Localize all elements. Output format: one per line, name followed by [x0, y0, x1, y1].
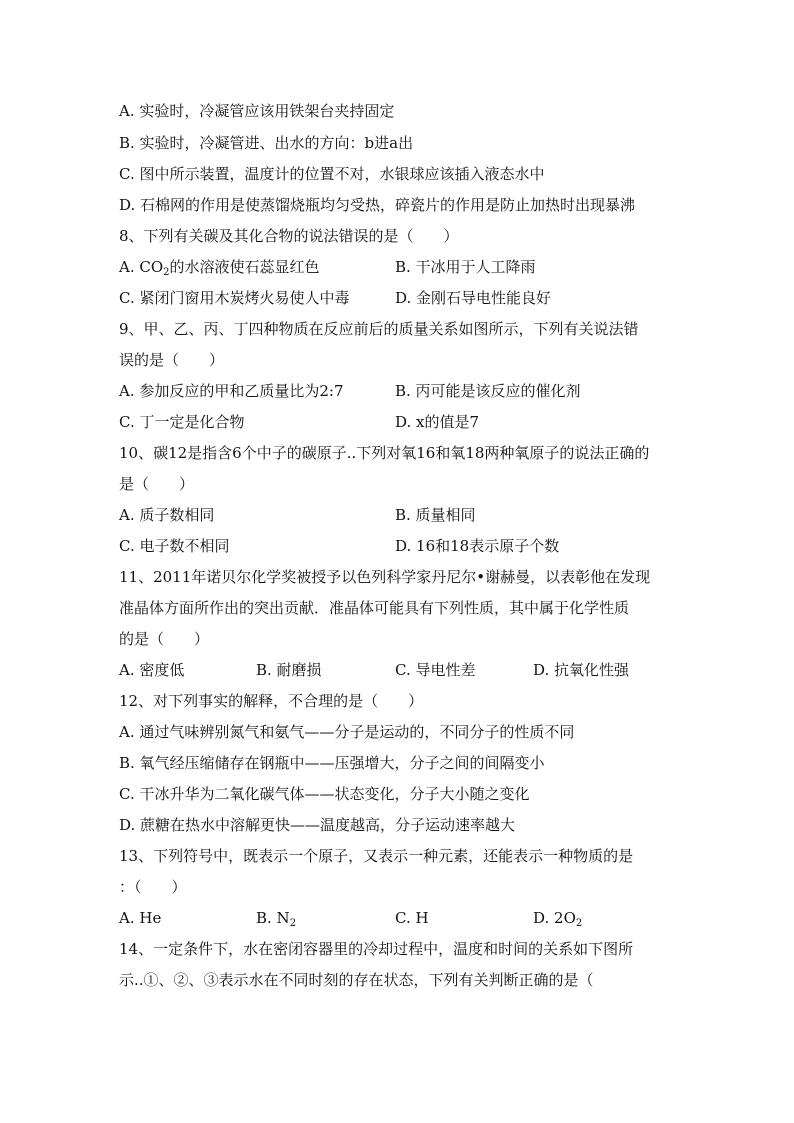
answer-option: [256, 655, 322, 686]
answer-option: [533, 903, 582, 934]
text-line: [119, 965, 594, 996]
text-line: [119, 562, 650, 593]
line-text: 是（ ）: [119, 475, 195, 493]
answer-option: [395, 903, 429, 934]
option-text: A. 密度低: [119, 661, 185, 679]
text-line: [119, 345, 224, 376]
option-text: A. 质子数相同: [119, 506, 215, 524]
option-text: B. 耐磨损: [256, 661, 322, 679]
text-line: [119, 593, 629, 624]
line-text: 的是（ ）: [119, 630, 210, 648]
line-text: A. 实验时，冷凝管应该用铁架台夹持固定: [119, 102, 395, 120]
option-text: C. 导电性差: [395, 661, 476, 679]
text-line: [119, 934, 633, 965]
line-text: A. 通过气味辨别氮气和氨气——分子是运动的，不同分子的性质不同: [119, 723, 575, 741]
line-text: 9、甲、乙、丙、丁四种物质在反应前后的质量关系如图所示，下列有关说法错: [119, 320, 639, 338]
text-line: [119, 128, 413, 159]
answer-option: [119, 283, 349, 314]
option-text: C. H: [395, 909, 429, 927]
text-line: [119, 872, 187, 903]
answer-option: [119, 531, 229, 562]
text-line: [119, 748, 545, 779]
answer-option: [395, 655, 475, 686]
option-text: D. 金刚石导电性能良好: [395, 289, 552, 307]
option-text: A. CO: [119, 258, 164, 276]
option-text: C. 电子数不相同: [119, 537, 230, 555]
option-text: B. 质量相同: [395, 506, 476, 524]
text-line: [119, 469, 194, 500]
option-text: B. 干冰用于人工降雨: [395, 258, 536, 276]
text-line: [119, 438, 649, 469]
line-text: 误的是（ ）: [119, 351, 225, 369]
text-line: [119, 221, 459, 252]
subscript: 2: [163, 267, 170, 278]
option-text-tail: 的水溶液使石蕊显红色: [169, 258, 320, 276]
option-text: D. 16和18表示原子个数: [395, 537, 560, 555]
line-text: C. 干冰升华为二氧化碳气体——状态变化，分子大小随之变化: [119, 785, 530, 803]
option-text: A. He: [119, 909, 162, 927]
line-text: 准晶体方面所作出的突出贡献．准晶体可能具有下列性质，其中属于化学性质: [119, 599, 630, 617]
subscript: 2: [289, 918, 297, 929]
answer-option: [119, 407, 244, 438]
text-line: [119, 96, 394, 127]
option-text: B. N: [256, 909, 290, 927]
text-line: [119, 190, 635, 221]
answer-option: [395, 283, 551, 314]
option-text: C. 紧闭门窗用木炭烤火易使人中毒: [119, 289, 350, 307]
answer-option: [395, 376, 581, 407]
line-text: D. 石棉网的作用是使蒸馏烧瓶均匀受热，碎瓷片的作用是防止加热时出现暴沸: [119, 196, 636, 214]
line-text: 10、碳12是指含6个中子的碳原子..下列对氧16和氧18两种氧原子的说法正确的: [119, 444, 650, 462]
option-text: D. 2O: [533, 909, 576, 927]
answer-option: [533, 655, 629, 686]
text-line: [119, 624, 209, 655]
text-line: [119, 810, 515, 841]
answer-option: [395, 500, 476, 531]
line-text: 11、2011年诺贝尔化学奖被授予以色列科学家丹尼尔•谢赫曼，以表彰他在发现: [119, 568, 651, 586]
subscript: 2: [575, 918, 583, 929]
line-text: C. 图中所示装置，温度计的位置不对，水银球应该插入液态水中: [119, 165, 545, 183]
option-text: A. 参加反应的甲和乙质量比为2:7: [119, 382, 344, 400]
answer-option: [119, 903, 161, 934]
text-line: [119, 314, 639, 345]
answer-option: [119, 500, 214, 531]
option-text: C. 丁一定是化合物: [119, 413, 245, 431]
answer-option: [119, 376, 344, 407]
line-text: 14、一定条件下，水在密闭容器里的冷却过程中，温度和时间的关系如下图所: [119, 940, 634, 958]
text-line: [119, 779, 529, 810]
line-text: B. 氧气经压缩储存在钢瓶中——压强增大，分子之间的间隔变小: [119, 754, 545, 772]
answer-option: [119, 655, 184, 686]
line-text: B. 实验时，冷凝管进、出水的方向：b进a出: [119, 134, 414, 152]
line-text: 示..①、②、③表示水在不同时刻的存在状态，下列有关判断正确的是（: [119, 971, 594, 989]
text-line: [119, 717, 574, 748]
text-line: [119, 686, 423, 717]
line-text: 8、下列有关碳及其化合物的说法错误的是（ ）: [119, 227, 459, 245]
answer-option: [395, 531, 559, 562]
answer-option: [395, 407, 479, 438]
option-text: D. 抗氧化性强: [533, 661, 630, 679]
option-text: B. 丙可能是该反应的催化剂: [395, 382, 581, 400]
answer-option: [256, 903, 296, 934]
option-text: D. x的值是7: [395, 413, 480, 431]
answer-option: [395, 252, 536, 283]
line-text: ：（ ）: [119, 878, 187, 896]
text-line: [119, 159, 544, 190]
answer-option: [119, 252, 320, 283]
line-text: 12、对下列事实的解释，不合理的是（ ）: [119, 692, 424, 710]
text-line: [119, 841, 633, 872]
line-text: 13、下列符号中，既表示一个原子，又表示一种元素，还能表示一种物质的是: [119, 847, 634, 865]
line-text: D. 蔗糖在热水中溶解更快——温度越高，分子运动速率越大: [119, 816, 516, 834]
